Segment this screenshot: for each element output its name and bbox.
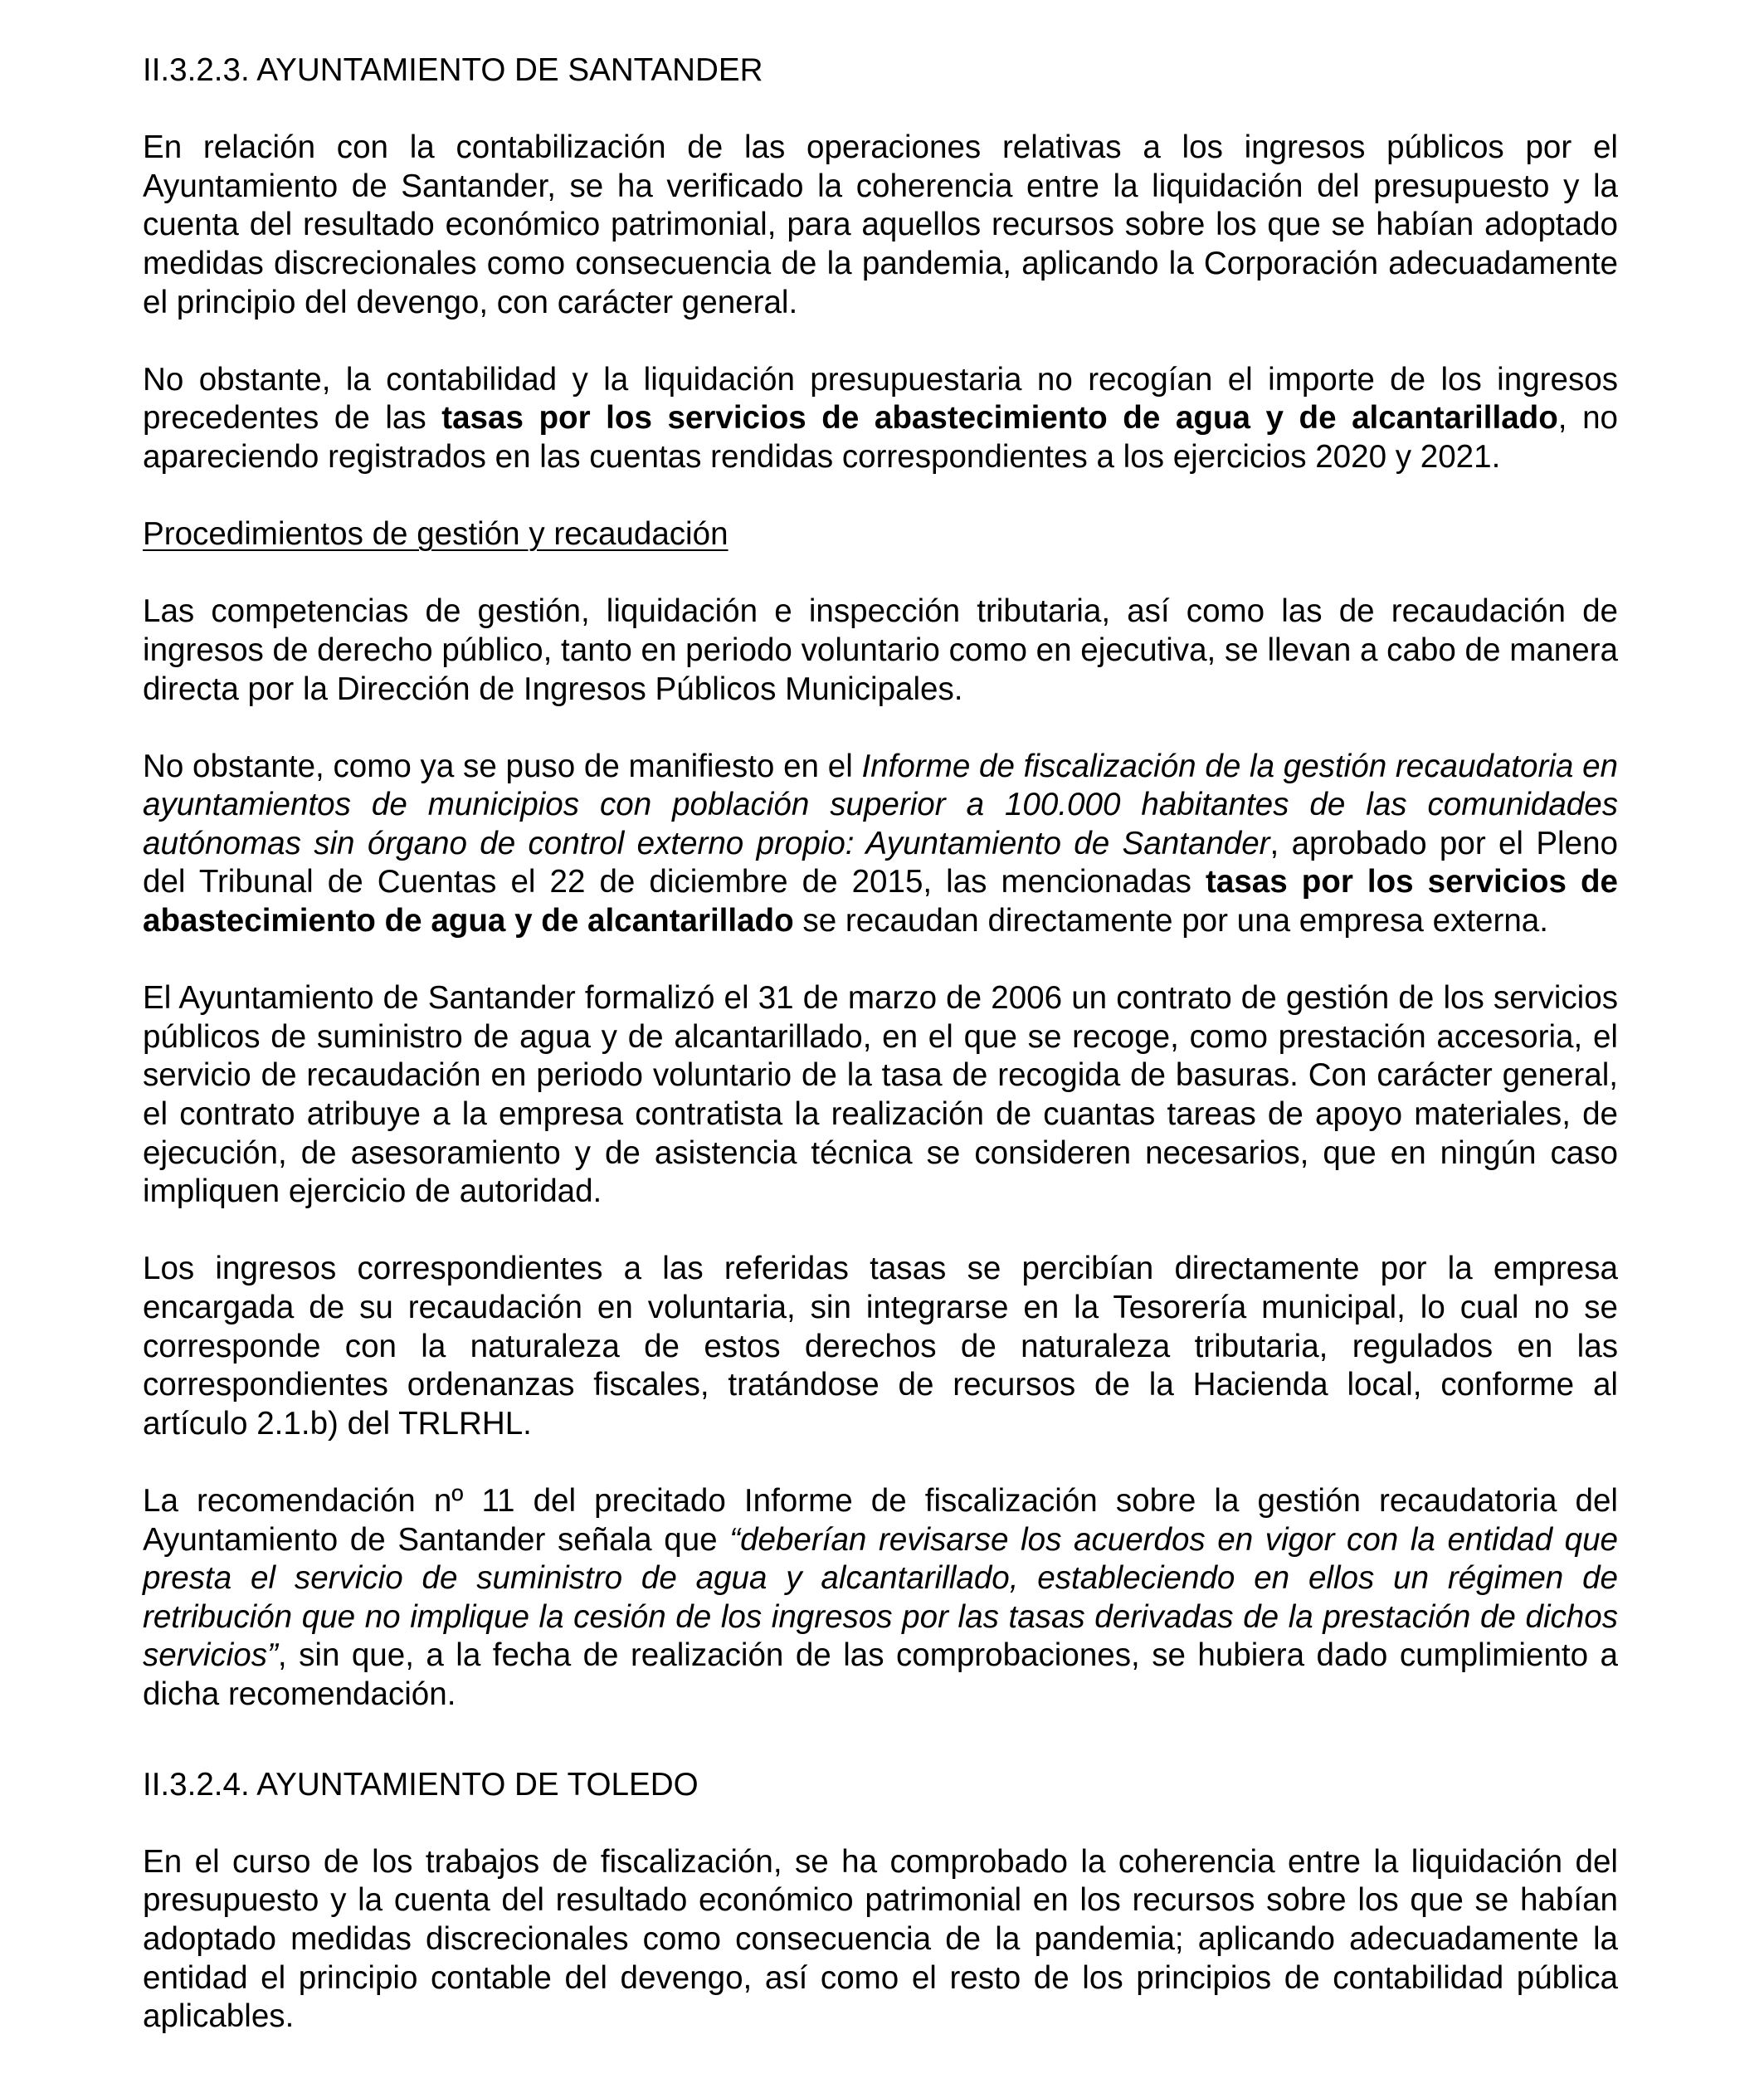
section-heading-toledo: II.3.2.4. AYUNTAMIENTO DE TOLEDO bbox=[143, 1766, 699, 1803]
bold-text: tasas por los servicios de abastecimiento de agua y de alcantarillado bbox=[143, 864, 1618, 939]
paragraph-text: , no apareciendo registrados en las cuentas rendidas correspondientes a los ejercicios 2020 y 2021. bbox=[143, 400, 1618, 475]
paragraph bbox=[143, 748, 1618, 941]
paragraph bbox=[143, 361, 1618, 477]
paragraph-text: No obstante, como ya se puso de manifiesto en el bbox=[143, 748, 862, 784]
paragraph bbox=[143, 129, 1618, 322]
paragraph-text: En el curso de los trabajos de fiscalización, se ha comprobado la coherencia entre la liquidación del presupuesto y la cuenta del resultado económico patrimonial en los recursos sobre los que se habían adoptado medidas discrecionales como consecuencia de la pandemia; aplicando adecuadamente la entidad el principio contable del devengo, así como el resto de los principios de contabilidad pública aplicables. bbox=[143, 1843, 1618, 2035]
paragraph-text: , sin que, a la fecha de realización de las comprobaciones, se hubiera dado cumplimiento a dicha recomendación. bbox=[143, 1637, 1618, 1712]
paragraph-text: Los ingresos correspondientes a las referidas tasas se percibían directamente por la empresa encargada de su recaudación en voluntaria, sin integrarse en la Tesorería municipal, lo cual no se corresponde con la naturaleza de estos derechos de naturaleza tributaria, regulados en las correspondientes ordenanzas fiscales, tratándose de recursos de la Hacienda local, conforme al artículo 2.1.b) del TRLRHL. bbox=[143, 1251, 1618, 1442]
subheading-procedimientos: Procedimientos de gestión y recaudación bbox=[143, 516, 729, 553]
bold-text: tasas por los servicios de abastecimiento de agua y de alcantarillado bbox=[441, 400, 1558, 437]
paragraph-text: se recaudan directamente por una empresa externa. bbox=[793, 903, 1548, 939]
paragraph bbox=[143, 593, 1618, 709]
paragraph-text: La recomendación nº 11 del precitado Informe de fiscalización sobre la gestión recaudatoria del Ayuntamiento de Santander señala que bbox=[143, 1482, 1618, 1558]
section-heading-santander: II.3.2.3. AYUNTAMIENTO DE SANTANDER bbox=[143, 52, 763, 88]
paragraph bbox=[143, 979, 1618, 1212]
paragraph bbox=[143, 1843, 1618, 2037]
paragraph-text: El Ayuntamiento de Santander formalizó el 31 de marzo de 2006 un contrato de gestión de los servicios públicos de suministro de agua y de alcantarillado, en el que se recoge, como prestación accesoria, el servicio de recaudación en periodo voluntario de la tasa de recogida de basuras. Con carácter general, el contrato atribuye a la empresa contratista la realización de cuantas tareas de apoyo materiales, de ejecución, de asesoramiento y de asistencia técnica se consideren necesarios, que en ningún caso impliquen ejercicio de autoridad. bbox=[143, 980, 1618, 1210]
italic-quote: “deberían revisarse los acuerdos en vigor con la entidad que presta el servicio de suministro de agua y alcantarillado, estableciendo en ellos un régimen de retribución que no implique la cesión de los ingresos por las tasas derivadas de la prestación de dichos servicios” bbox=[143, 1521, 1619, 1674]
paragraph bbox=[143, 1250, 1618, 1443]
paragraph-text: No obstante, la contabilidad y la liquidación presupuestaria no recogían el importe de los ingresos precedentes de las bbox=[143, 361, 1618, 437]
paragraph-text: En relación con la contabilización de las operaciones relativas a los ingresos públicos por el Ayuntamiento de Santander, se ha verificado la coherencia entre la liquidación del presupuesto y la cuenta del resultado económico patrimonial, para aquellos recursos sobre los que se habían adoptado medidas discrecionales como consecuencia de la pandemia, aplicando la Corporación adecuadamente el principio del devengo, con carácter general. bbox=[143, 129, 1618, 320]
document-page bbox=[143, 51, 1618, 2075]
paragraph bbox=[143, 1482, 1618, 1715]
paragraph-text: Las competencias de gestión, liquidación e inspección tributaria, así como las de recaudación de ingresos de derecho público, tanto en periodo voluntario como en ejecutiva, se llevan a cabo de manera directa por la Dirección de Ingresos Públicos Municipales. bbox=[143, 593, 1618, 707]
paragraph-text: , aprobado por el Pleno del Tribunal de Cuentas el 22 de diciembre de 2015, las mencionadas bbox=[143, 825, 1618, 900]
italic-report-title: Informe de fiscalización de la gestión recaudatoria en ayuntamientos de municipios con población superior a 100.000 habitantes de las comunidades autónomas sin órgano de control externo propio: Ayuntamiento de Santander bbox=[143, 748, 1618, 861]
